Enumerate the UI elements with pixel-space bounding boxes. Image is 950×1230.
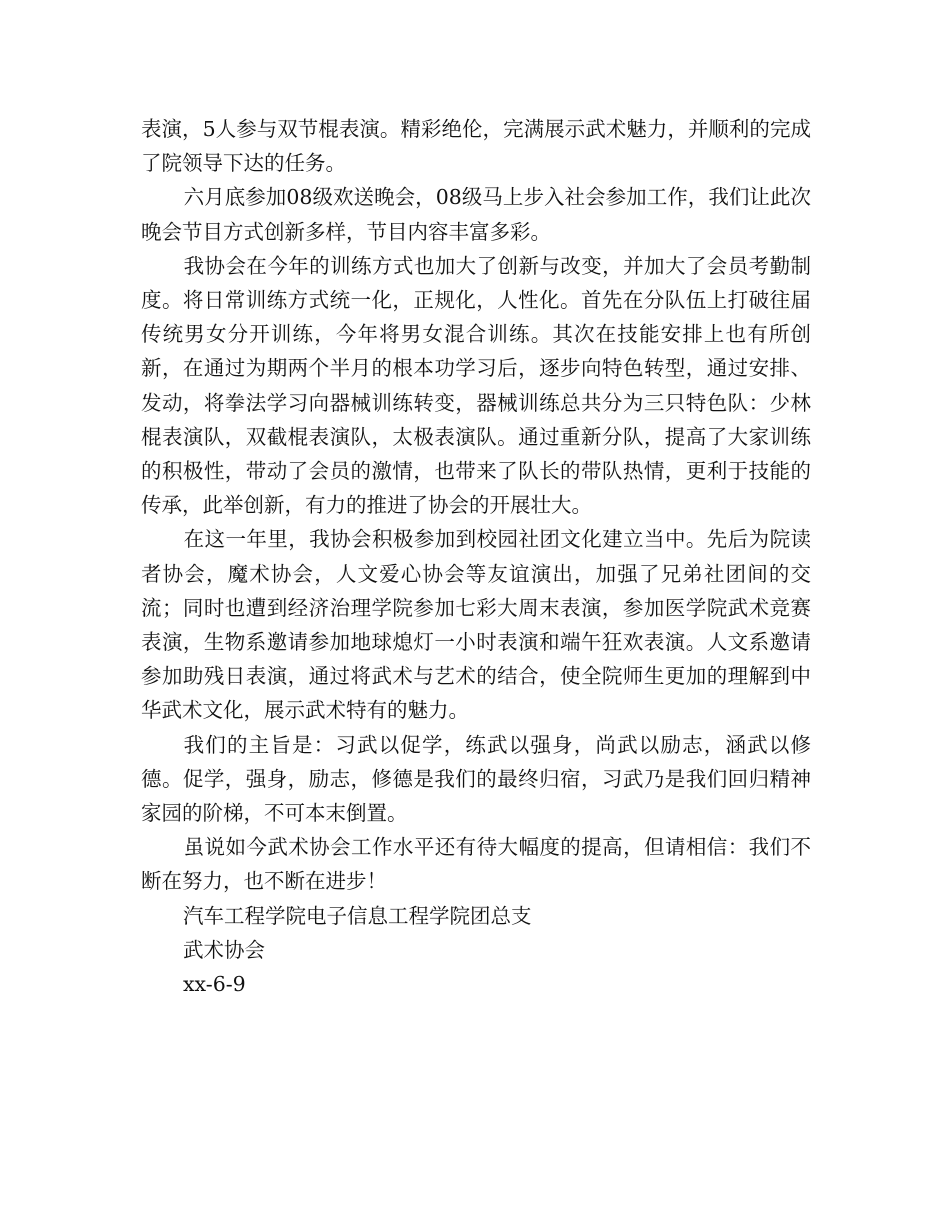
paragraph-campus-activities: 在这一年里，我协会积极参加到校园社团文化建立当中。先后为院读者协会，魔术协会，人文爱心协会等友谊演出，加强了兄弟社团间的交流；同时也遭到经济治理学院参加七彩大周末表演，参加医学院武术竞赛表演，生物系邀请参加地球熄灯一小时表演和端午狂欢表演。人文系邀请参加助残日表演，通过将武术与艺术的结合，使全院师生更加的理解到中华武术文化，展示武术特有的魅力。 <box>141 527 811 723</box>
paragraph-mission: 我们的主旨是：习武以促学，练武以强身，尚武以励志，涵武以修德。促学，强身，励志，修德是我们的最终归宿，习武乃是我们回归精神家园的阶梯，不可本末倒置。 <box>141 732 811 826</box>
paragraph-farewell-party: 六月底参加08级欢送晚会，08级马上步入社会参加工作，我们让此次晚会节目方式创新多样，节目内容丰富多彩。 <box>141 185 811 244</box>
signature-organization: 汽车工程学院电子信息工程学院团总支 <box>183 903 532 928</box>
paragraph-closing: 虽说如今武术协会工作水平还有待大幅度的提高，但请相信：我们不断在努力，也不断在进步！ <box>141 835 811 894</box>
signature-department: 武术协会 <box>183 937 265 962</box>
paragraph-training-reform: 我协会在今年的训练方式也加大了创新与改变，并加大了会员考勤制度。将日常训练方式统一化，正规化，人性化。首先在分队伍上打破往届传统男女分开训练，今年将男女混合训练。其次在技能安排上也有所创新，在通过为期两个半月的根本功学习后，逐步向特色转型，通过安排、发动，将拳法学习向器械训练转变，器械训练总共分为三只特色队：少林棍表演队，双截棍表演队，太极表演队。通过重新分队，提高了大家训练的积极性，带动了会员的激情，也带来了队长的带队热情，更利于技能的传承，此举创新，有力的推进了协会的开展壮大。 <box>141 253 811 518</box>
signature-date: xx-6-9 <box>183 972 246 997</box>
document-body <box>141 112 811 1001</box>
paragraph-continuation: 表演，5人参与双节棍表演。精彩绝伦，完满展示武术魅力，并顺利的完成了院领导下达的任务。 <box>141 117 811 176</box>
